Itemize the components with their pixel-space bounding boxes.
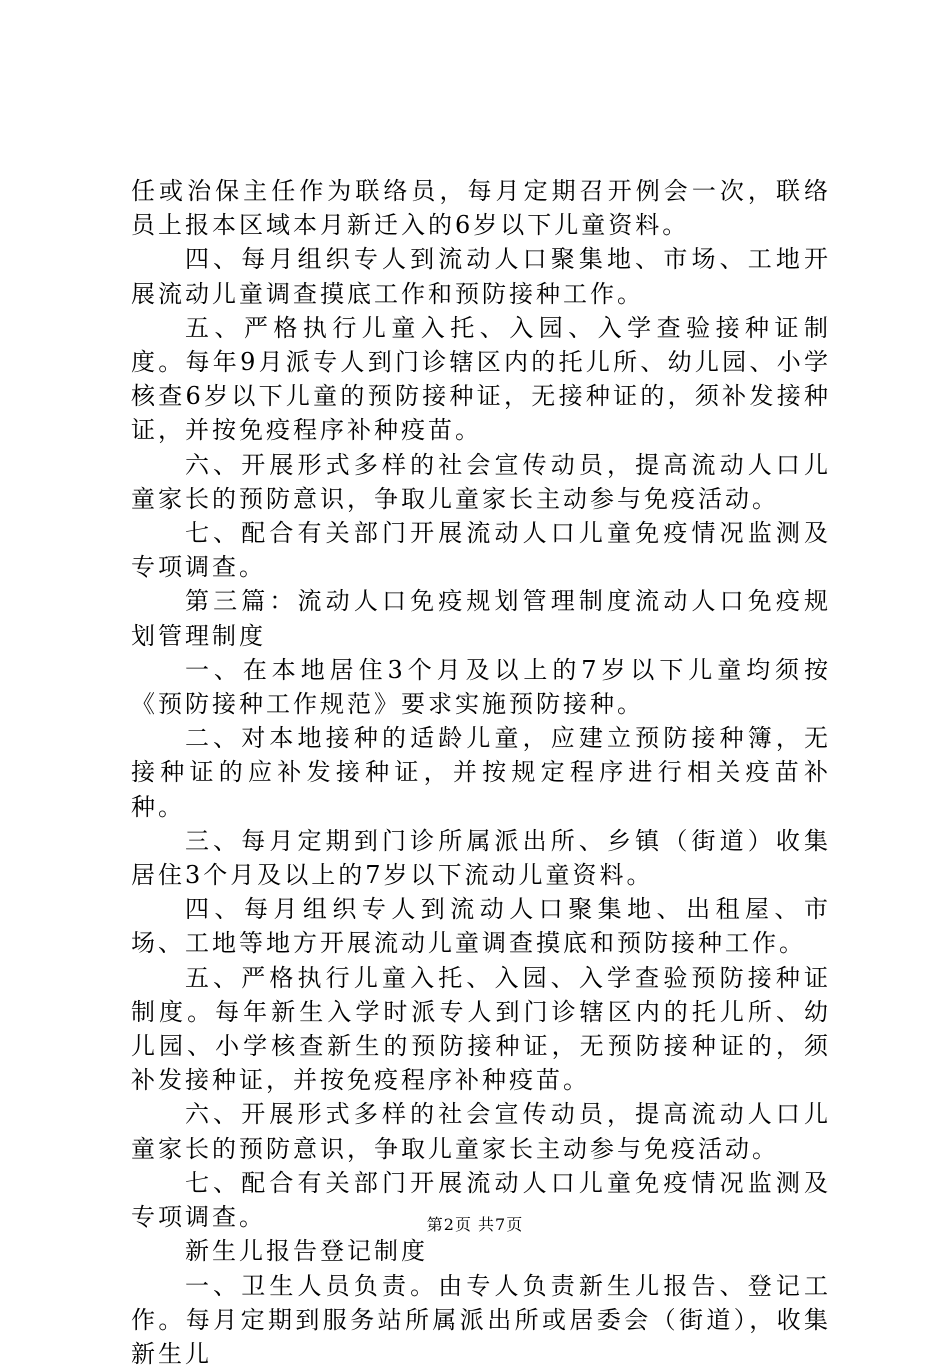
- paragraph: 六、开展形式多样的社会宣传动员，提高流动人口儿童家长的预防意识，争取儿童家长主动参与免疫活动。: [131, 1097, 831, 1165]
- document-body: [131, 174, 831, 1371]
- paragraph: 七、配合有关部门开展流动人口儿童免疫情况监测及专项调查。: [131, 516, 831, 584]
- paragraph: 六、开展形式多样的社会宣传动员，提高流动人口儿童家长的预防意识，争取儿童家长主动参与免疫活动。: [131, 448, 831, 516]
- paragraph: 二、对本地接种的适龄儿童，应建立预防接种簿，无接种证的应补发接种证，并按规定程序进行相关疫苗补种。: [131, 721, 831, 824]
- paragraph: 四、每月组织专人到流动人口聚集地、出租屋、市场、工地等地方开展流动儿童调查摸底和预防接种工作。: [131, 892, 831, 960]
- paragraph: 一、在本地居住3个月及以上的7岁以下儿童均须按《预防接种工作规范》要求实施预防接种。: [131, 653, 831, 721]
- paragraph: 一、卫生人员负责。由专人负责新生儿报告、登记工作。每月定期到服务站所属派出所或居委会（街道），收集新生儿: [131, 1269, 831, 1371]
- paragraph: 五、严格执行儿童入托、入园、入学查验预防接种证制度。每年新生入学时派专人到门诊辖区内的托儿所、幼儿园、小学核查新生的预防接种证，无预防接种证的，须补发接种证，并按免疫程序补种疫苗。: [131, 961, 831, 1098]
- paragraph: 五、严格执行儿童入托、入园、入学查验接种证制度。每年9月派专人到门诊辖区内的托儿所、幼儿园、小学核查6岁以下儿童的预防接种证，无接种证的，须补发接种证，并按免疫程序补种疫苗。: [131, 311, 831, 448]
- paragraph: 七、配合有关部门开展流动人口儿童免疫情况监测及专项调查。: [131, 1166, 831, 1234]
- section-heading: 新生儿报告登记制度: [131, 1234, 831, 1268]
- paragraph: 四、每月组织专人到流动人口聚集地、市场、工地开展流动儿童调查摸底工作和预防接种工作。: [131, 242, 831, 310]
- paragraph: 三、每月定期到门诊所属派出所、乡镇（街道）收集居住3个月及以上的7岁以下流动儿童资料。: [131, 824, 831, 892]
- section-heading: 第三篇：流动人口免疫规划管理制度流动人口免疫规划管理制度: [131, 584, 831, 652]
- paragraph: 任或治保主任作为联络员，每月定期召开例会一次，联络员上报本区域本月新迁入的6岁以下儿童资料。: [131, 174, 831, 242]
- page-number-footer: 第2页 共7页: [0, 1215, 950, 1235]
